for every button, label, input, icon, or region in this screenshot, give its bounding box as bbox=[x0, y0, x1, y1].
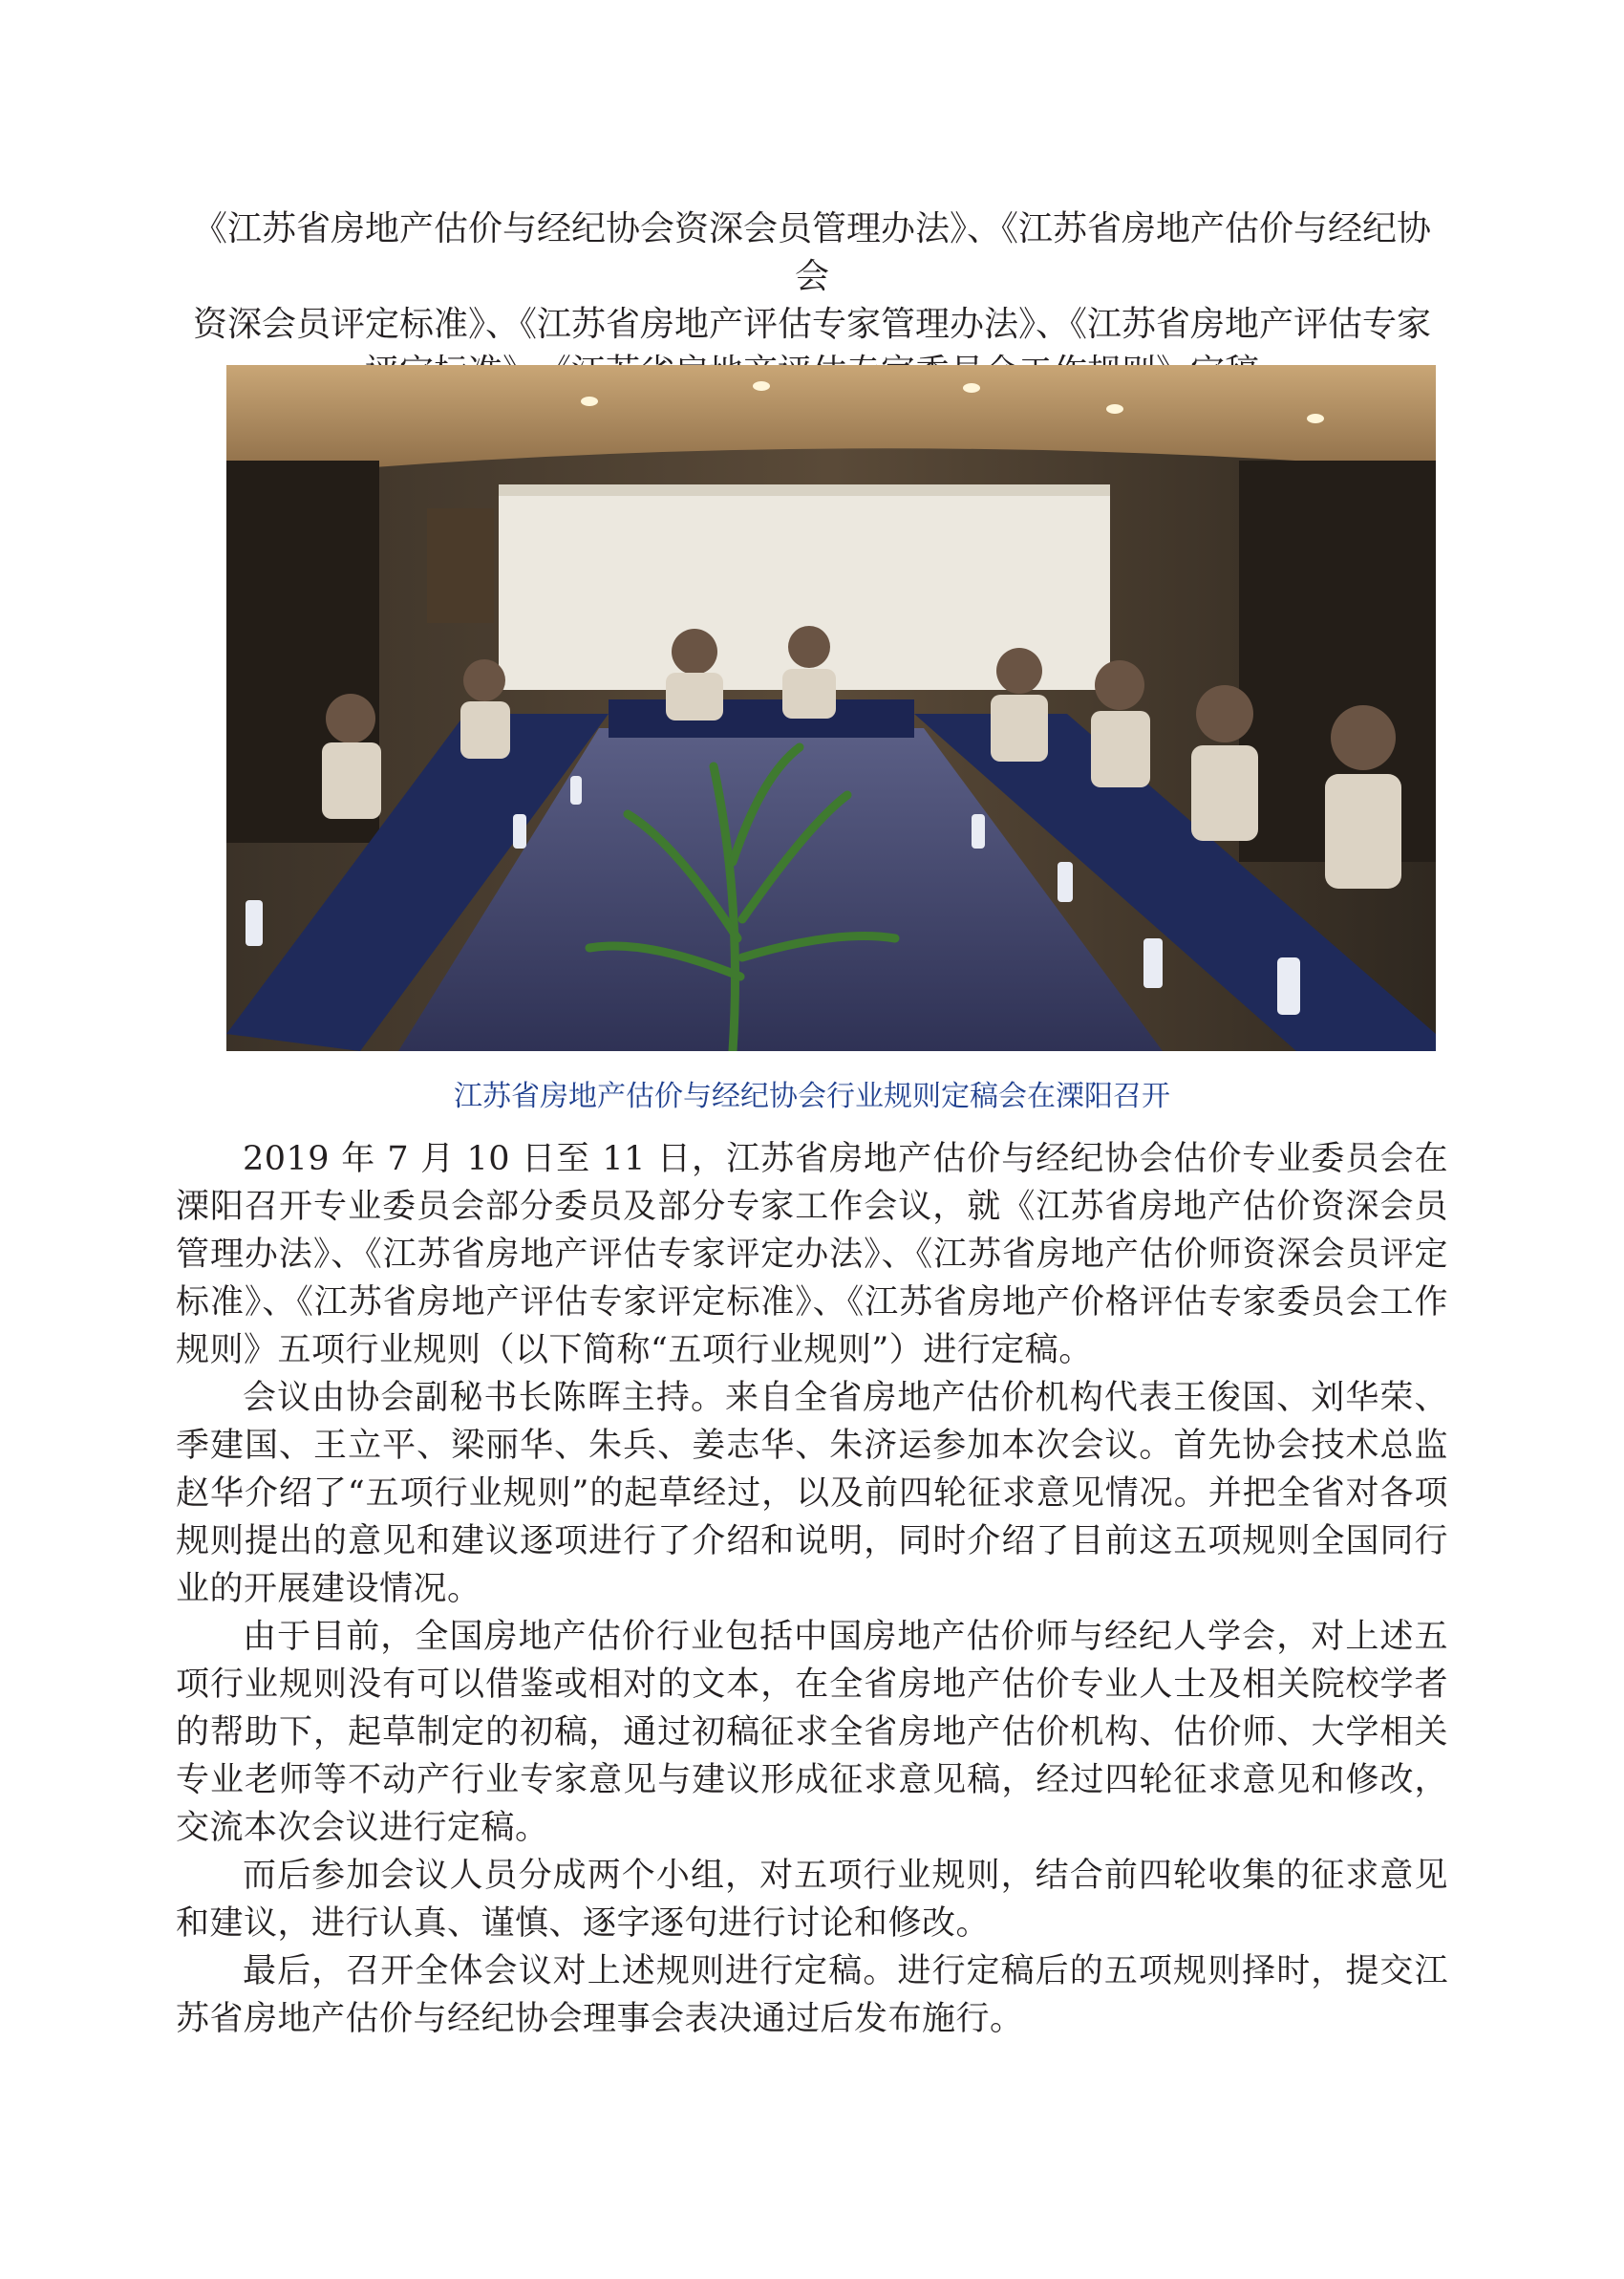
paragraph-2: 会议由协会副秘书长陈晖主持。来自全省房地产估价机构代表王俊国、刘华荣、季建国、王立平、梁丽华、朱兵、姜志华、朱济运参加本次会议。首先协会技术总监赵华介绍了“五项行业规则”的起草经过，以及前四轮征求意见情况。并把全省对各项规则提出的意见和建议逐项进行了介绍和说明，同时介绍了目前这五项规则全国同行业的开展建设情况。 bbox=[176, 1379, 1448, 1608]
title-line-2: 资深会员评定标准》、《江苏省房地产评估专家管理办法》、《江苏省房地产评估专家 bbox=[192, 305, 1431, 344]
paragraph-1: 2019 年 7 月 10 日至 11 日，江苏省房地产估价与经纪协会估价专业委员会在溧阳召开专业委员会部分委员及部分专家工作会议，就《江苏省房地产估价资深会员管理办法》、《江苏省房地产评估专家评定办法》、《江苏省房地产估价师资深会员评定标准》、《江苏省房地产评估专家评定标准》、《江苏省房地产价格评估专家委员会工作规则》五项行业规则（以下简称“五项行业规则”）进行定稿。 bbox=[176, 1140, 1448, 1369]
paragraph-4: 而后参加会议人员分成两个小组，对五项行业规则，结合前四轮收集的征求意见和建议，进行认真、谨慎、逐字逐句进行讨论和修改。 bbox=[176, 1857, 1448, 1943]
meeting-photo bbox=[226, 365, 1436, 1051]
article-body bbox=[176, 1135, 1448, 2043]
meeting-photo-illustration bbox=[226, 365, 1436, 1051]
photo-caption: 江苏省房地产估价与经纪协会行业规则定稿会在溧阳召开 bbox=[454, 1080, 1170, 1113]
paragraph-3: 由于目前，全国房地产估价行业包括中国房地产估价师与经纪人学会，对上述五项行业规则没有可以借鉴或相对的文本，在全省房地产估价专业人士及相关院校学者的帮助下，起草制定的初稿，通过初稿征求全省房地产估价机构、估价师、大学相关专业老师等不动产行业专家意见与建议形成征求意见稿，经过四轮征求意见和修改，交流本次会议进行定稿。 bbox=[176, 1618, 1448, 1847]
title-line-1: 《江苏省房地产估价与经纪协会资深会员管理办法》、《江苏省房地产估价与经纪协会 bbox=[192, 209, 1431, 296]
paragraph-5: 最后，召开全体会议对上述规则进行定稿。进行定稿后的五项规则择时，提交江苏省房地产估价与经纪协会理事会表决通过后发布施行。 bbox=[176, 1952, 1448, 2038]
